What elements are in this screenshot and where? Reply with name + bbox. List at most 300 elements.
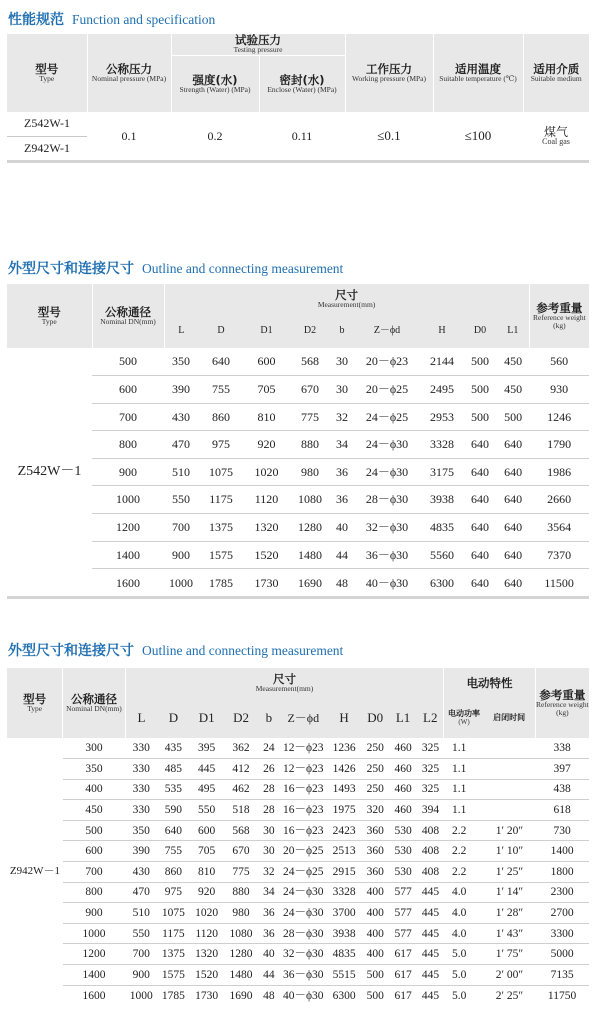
z942-cell-time: 1′ 28″ <box>484 903 536 924</box>
z942-cell-weight: 618 <box>535 800 589 821</box>
z942-cell-H: 1236 <box>327 738 361 759</box>
z942-cell-L1: 530 <box>389 820 417 841</box>
z542-cell-D1: 705 <box>244 376 289 404</box>
section1-title <box>8 9 215 29</box>
z942-cell-L: 700 <box>125 944 157 965</box>
z942-cell-dn: 800 <box>63 882 125 903</box>
z542-cell-D2: 568 <box>289 348 331 376</box>
spec-table <box>7 34 589 163</box>
z942-cell-Zd: 20－ϕ25 <box>280 841 327 862</box>
z942-cell-L: 330 <box>125 800 157 821</box>
z942-cell-L2: 394 <box>417 800 444 821</box>
z542-cell-D2: 670 <box>289 376 331 404</box>
z942-header-measurement: 尺寸 Measurement(mm) <box>125 668 444 698</box>
z542-cell-weight: 11500 <box>544 575 574 590</box>
z942-table-row <box>7 882 589 903</box>
z542-cell-Zd: 32－ϕ30 <box>353 514 421 542</box>
z942-cell-L: 550 <box>125 923 157 944</box>
z942-cell-dn: 1000 <box>63 923 125 944</box>
z942-cell-time: 1′ 75″ <box>484 944 536 965</box>
z942-col-power: 电动功率 (W) <box>448 709 481 726</box>
z542-cell-H: 6300 <box>430 575 454 590</box>
z942-cell-D2: 980 <box>224 903 258 924</box>
z542-table-row <box>7 403 589 431</box>
z942-cell-weight: 397 <box>535 759 589 780</box>
z942-cell-time: 2′ 25″ <box>495 989 524 1002</box>
z942-cell-D1: 1120 <box>190 923 224 944</box>
z542-cell-H: 2953 <box>421 403 463 431</box>
z542-table-row <box>7 486 589 514</box>
z942-col-H: H <box>339 710 349 726</box>
z942-cell-H: 4835 <box>327 944 361 965</box>
z942-cell-dn: 500 <box>63 820 125 841</box>
z942-cell-H: 2915 <box>327 862 361 883</box>
z942-cell-dn: 1200 <box>63 944 125 965</box>
z942-cell-weight: 1800 <box>535 862 589 883</box>
z942-cell-time: 2′ 00″ <box>484 965 536 986</box>
z942-cell-L2: 445 <box>417 965 444 986</box>
z542-cell-D2: 1080 <box>289 486 331 514</box>
z942-cell-L: 1000 <box>129 989 153 1002</box>
z542-cell-D0: 500 <box>463 348 497 376</box>
z942-cell-H: 3938 <box>327 923 361 944</box>
z942-cell-L2: 408 <box>417 862 444 883</box>
z542-table-row <box>7 348 589 376</box>
z942-cell-power: 2.2 <box>444 841 484 862</box>
z942-col-b: b <box>265 710 273 726</box>
z942-cell-D2: 1480 <box>224 965 258 986</box>
z542-cell-Zd: 40－ϕ30 <box>365 575 409 590</box>
z942-cell-time <box>484 738 536 759</box>
z542-cell-L: 550 <box>164 486 198 514</box>
z942-cell-b: 48 <box>263 989 275 1002</box>
z942-cell-L1: 460 <box>389 779 417 800</box>
z942-table-row <box>7 965 589 986</box>
z942-cell-b: 26 <box>258 759 279 780</box>
z942-cell-weight: 7135 <box>535 965 589 986</box>
z942-cell-D2: 880 <box>224 882 258 903</box>
z542-cell-weight: 2660 <box>529 486 589 514</box>
z942-table-row <box>7 985 589 1006</box>
z542-cell-L1: 500 <box>497 403 529 431</box>
z942-cell-time: 1′ 43″ <box>484 923 536 944</box>
z942-table-row <box>7 738 589 759</box>
z942-cell-D2: 518 <box>224 800 258 821</box>
z542-cell-D0: 500 <box>463 376 497 404</box>
z542-cell-L: 1000 <box>169 575 193 590</box>
z942-cell-D1: 920 <box>190 882 224 903</box>
z942-cell-D2: 670 <box>224 841 258 862</box>
z942-header-weight: 参考重量 Reference weight (kg) <box>536 688 589 718</box>
z542-col-D1: D1 <box>260 324 273 336</box>
z942-cell-dn: 400 <box>63 779 125 800</box>
z542-table-row <box>7 569 589 597</box>
z942-cell-L: 510 <box>125 903 157 924</box>
z542-cell-L: 350 <box>164 348 198 376</box>
section3-title-zh: 外型尺寸和连接尺寸 <box>8 643 134 659</box>
z942-col-Zd: Z－ϕd <box>287 710 320 725</box>
z942-cell-time <box>484 779 536 800</box>
z542-cell-b: 44 <box>331 541 353 569</box>
section1-title-en: Function and specification <box>72 12 216 27</box>
z942-cell-power: 4.0 <box>444 903 484 924</box>
z942-cell-b: 24 <box>258 738 279 759</box>
z942-cell-time: 1′ 10″ <box>484 841 536 862</box>
z542-cell-D: 1075 <box>198 458 244 486</box>
z942-cell-D1: 600 <box>190 820 224 841</box>
z942-cell-H: 2423 <box>327 820 361 841</box>
spec-nominal-pressure-value: 0.1 <box>121 128 137 143</box>
z942-cell-L: 350 <box>125 820 157 841</box>
z542-cell-Zd: 28－ϕ30 <box>353 486 421 514</box>
z542-cell-b: 30 <box>331 376 353 404</box>
z942-cell-power: 1.1 <box>444 800 484 821</box>
z942-cell-L1: 530 <box>389 862 417 883</box>
z942-cell-D: 1375 <box>157 944 189 965</box>
z542-cell-Zd: 36－ϕ30 <box>353 541 421 569</box>
z542-cell-D0: 640 <box>463 541 497 569</box>
z942-cell-power: 1.1 <box>444 779 484 800</box>
z942-cell-dn: 350 <box>63 759 125 780</box>
z542-cell-Zd: 24－ϕ30 <box>353 458 421 486</box>
z942-cell-D1: 1320 <box>190 944 224 965</box>
z942-table-row <box>7 800 589 821</box>
z942-cell-b: 28 <box>258 800 279 821</box>
z942-model-cell: Z942W－1 <box>9 865 60 878</box>
z942-dimension-table <box>7 668 589 1006</box>
z942-col-L: L <box>137 710 146 726</box>
z542-cell-D: 1575 <box>198 541 244 569</box>
z942-cell-L2: 408 <box>417 841 444 862</box>
z542-cell-weight: 7370 <box>529 541 589 569</box>
z542-header-weight: 参考重量 Reference weight (kg) <box>533 301 586 331</box>
section2-title-zh: 外型尺寸和连接尺寸 <box>8 261 134 277</box>
section3-title-en: Outline and connecting measurement <box>142 643 344 658</box>
section1-title-zh: 性能规范 <box>8 12 64 28</box>
z542-cell-dn: 1000 <box>92 486 164 514</box>
section2-title-en: Outline and connecting measurement <box>142 261 344 276</box>
z942-table-row <box>7 862 589 883</box>
z942-cell-Zd: 36－ϕ30 <box>280 965 327 986</box>
z942-cell-H: 3700 <box>327 903 361 924</box>
z942-cell-L: 330 <box>125 779 157 800</box>
z542-cell-L1: 640 <box>504 575 523 590</box>
z542-cell-L: 510 <box>164 458 198 486</box>
z942-cell-power: 2.2 <box>444 820 484 841</box>
z542-cell-D1: 1320 <box>244 514 289 542</box>
z942-cell-b: 40 <box>258 944 279 965</box>
z942-cell-D1: 810 <box>190 862 224 883</box>
z942-cell-D0: 400 <box>361 903 389 924</box>
z942-cell-L1: 617 <box>389 965 417 986</box>
z542-cell-b: 36 <box>331 458 353 486</box>
z942-cell-time <box>484 800 536 821</box>
section3-title <box>8 640 343 660</box>
z942-cell-D: 640 <box>157 820 189 841</box>
z542-cell-D1: 920 <box>244 431 289 459</box>
z942-cell-D1: 1730 <box>195 989 219 1002</box>
z942-cell-weight: 438 <box>535 779 589 800</box>
z942-cell-D2: 568 <box>224 820 258 841</box>
z942-col-D0: D0 <box>367 710 384 726</box>
z942-cell-L2: 445 <box>417 882 444 903</box>
spec-bottom-rule <box>7 160 589 163</box>
z542-cell-Zd: 24－ϕ30 <box>353 431 421 459</box>
z542-cell-dn: 1200 <box>92 514 164 542</box>
z942-table-row <box>7 944 589 965</box>
z542-cell-D2: 880 <box>289 431 331 459</box>
z942-cell-D: 1785 <box>161 989 185 1002</box>
z942-cell-H: 1975 <box>327 800 361 821</box>
z542-header-measurement: 尺寸 Measurement(mm) <box>164 284 529 314</box>
z942-cell-L1: 617 <box>394 989 412 1002</box>
z942-cell-D2: 462 <box>224 779 258 800</box>
z542-cell-D1: 1520 <box>244 541 289 569</box>
z542-col-Zd: Z－ϕd <box>373 324 401 336</box>
z942-cell-time <box>484 759 536 780</box>
z942-cell-weight: 2300 <box>535 882 589 903</box>
z542-cell-b: 34 <box>331 431 353 459</box>
z942-cell-dn: 1600 <box>82 989 106 1002</box>
z942-cell-L: 470 <box>125 882 157 903</box>
z942-cell-D1: 1520 <box>190 965 224 986</box>
z542-cell-L1: 640 <box>497 458 529 486</box>
z942-cell-weight: 3300 <box>535 923 589 944</box>
z942-cell-weight: 11750 <box>547 989 577 1002</box>
z942-cell-H: 3328 <box>327 882 361 903</box>
z942-cell-Zd: 24－ϕ30 <box>280 903 327 924</box>
z942-cell-L2: 325 <box>417 759 444 780</box>
z942-cell-D1: 495 <box>190 779 224 800</box>
z942-table-row <box>7 841 589 862</box>
z542-cell-dn: 900 <box>92 458 164 486</box>
z542-cell-D0: 640 <box>463 458 497 486</box>
z942-cell-D2: 775 <box>224 862 258 883</box>
z542-col-D0: D0 <box>473 324 487 336</box>
z942-cell-b: 32 <box>258 862 279 883</box>
z542-cell-L1: 640 <box>497 486 529 514</box>
z942-cell-power: 1.1 <box>444 759 484 780</box>
z542-cell-weight: 1986 <box>529 458 589 486</box>
z942-cell-H: 1426 <box>327 759 361 780</box>
z542-cell-D2: 1280 <box>289 514 331 542</box>
z542-cell-D: 1785 <box>209 575 233 590</box>
spec-temperature-value: ≤100 <box>464 128 492 144</box>
z942-col-D2: D2 <box>233 710 249 726</box>
z942-cell-power: 4.0 <box>444 923 484 944</box>
z942-cell-L2: 325 <box>417 738 444 759</box>
z942-table-row <box>7 903 589 924</box>
z942-cell-L: 330 <box>125 759 157 780</box>
z942-cell-L: 430 <box>125 862 157 883</box>
z542-cell-D: 1375 <box>198 514 244 542</box>
z542-cell-D0: 640 <box>471 575 489 590</box>
z542-cell-L: 390 <box>164 376 198 404</box>
z942-cell-Zd: 32－ϕ30 <box>280 944 327 965</box>
z942-cell-D: 1075 <box>157 903 189 924</box>
z942-header-electric: 电动特性 <box>444 668 535 698</box>
z942-cell-power: 1.1 <box>444 738 484 759</box>
z542-col-L: L <box>178 324 185 336</box>
z542-cell-dn: 700 <box>92 403 164 431</box>
z542-cell-L: 700 <box>164 514 198 542</box>
z942-cell-D2: 412 <box>224 759 258 780</box>
z542-cell-D: 975 <box>198 431 244 459</box>
z942-cell-Zd: 16－ϕ23 <box>280 820 327 841</box>
z942-col-L2: L2 <box>417 698 444 738</box>
z942-cell-L1: 577 <box>389 903 417 924</box>
spec-header-strength: 强度(水) Strength (Water) (MPa) <box>171 55 259 112</box>
spec-header-temperature: 适用温度 Suitable temperature (℃) <box>433 34 523 112</box>
z942-cell-H: 6300 <box>332 989 356 1002</box>
z542-cell-H: 2495 <box>421 376 463 404</box>
z942-cell-D2: 1690 <box>229 989 253 1002</box>
spec-header-testing-pressure: 试验压力 Testing pressure <box>171 34 345 55</box>
z942-cell-L1: 577 <box>389 882 417 903</box>
spec-strength-value: 0.2 <box>207 128 223 143</box>
z542-model-cell: Z542W－1 <box>17 463 82 479</box>
z942-cell-Zd: 16－ϕ23 <box>280 779 327 800</box>
spec-header-working-pressure: 工作压力 Working pressure (MPa) <box>345 34 433 112</box>
z942-cell-H: 2513 <box>327 841 361 862</box>
z542-cell-L1: 640 <box>497 541 529 569</box>
z542-cell-dn: 800 <box>92 431 164 459</box>
z942-cell-L1: 530 <box>389 841 417 862</box>
z942-cell-b: 30 <box>258 820 279 841</box>
z942-cell-Zd: 40－ϕ30 <box>282 989 324 1002</box>
z942-cell-D1: 550 <box>190 800 224 821</box>
z542-table-row <box>7 458 589 486</box>
z942-cell-D2: 1280 <box>224 944 258 965</box>
z942-cell-power: 5.0 <box>444 944 484 965</box>
z942-cell-D: 1175 <box>157 923 189 944</box>
z942-table-row <box>7 779 589 800</box>
z542-cell-H: 3175 <box>421 458 463 486</box>
z542-bottom-rule <box>7 596 589 599</box>
z942-cell-Zd: 12－ϕ23 <box>280 759 327 780</box>
z542-dimension-table <box>7 284 589 599</box>
z542-cell-D1: 810 <box>244 403 289 431</box>
z542-cell-weight: 560 <box>529 348 589 376</box>
spec-medium-value: 煤气 Coal gas <box>542 124 570 147</box>
z542-cell-weight: 930 <box>529 376 589 404</box>
z542-col-D2: D2 <box>303 324 317 336</box>
z542-cell-L1: 640 <box>497 514 529 542</box>
z942-cell-Zd: 24－ϕ25 <box>280 862 327 883</box>
z942-cell-power: 2.2 <box>444 862 484 883</box>
z942-cell-dn: 600 <box>63 841 125 862</box>
z942-cell-D: 485 <box>157 759 189 780</box>
z942-cell-D1: 1020 <box>190 903 224 924</box>
z942-cell-power: 5.0 <box>444 965 484 986</box>
z542-cell-dn: 1400 <box>92 541 164 569</box>
z942-cell-b: 44 <box>258 965 279 986</box>
z542-cell-D0: 640 <box>463 431 497 459</box>
z542-cell-b: 40 <box>331 514 353 542</box>
z942-cell-D0: 250 <box>361 779 389 800</box>
z542-col-D: D <box>217 324 225 336</box>
section2-title <box>8 258 343 278</box>
z542-cell-D: 1175 <box>198 486 244 514</box>
z942-cell-L: 390 <box>125 841 157 862</box>
z942-cell-D1: 445 <box>190 759 224 780</box>
z942-col-time: 启闭时间 <box>484 698 536 738</box>
z942-col-L1: L1 <box>395 710 411 726</box>
z942-cell-D0: 500 <box>366 989 384 1002</box>
spec-header-model: 型号 Type <box>7 34 87 112</box>
z542-cell-L: 470 <box>164 431 198 459</box>
z942-cell-L2: 408 <box>417 820 444 841</box>
z942-cell-dn: 700 <box>63 862 125 883</box>
z542-col-b: b <box>339 324 345 336</box>
z942-cell-Zd: 24－ϕ30 <box>280 882 327 903</box>
z942-cell-H: 1493 <box>327 779 361 800</box>
z542-cell-Zd: 20－ϕ23 <box>353 348 421 376</box>
spec-model-2: Z942W-1 <box>24 140 70 155</box>
z942-cell-D2: 362 <box>224 738 258 759</box>
z942-cell-weight: 730 <box>535 820 589 841</box>
z542-cell-D1: 600 <box>244 348 289 376</box>
z942-cell-D: 1575 <box>157 965 189 986</box>
z942-cell-L1: 460 <box>389 759 417 780</box>
z942-cell-L2: 445 <box>417 944 444 965</box>
spec-header-medium: 适用介质 Suitable medium <box>530 62 582 84</box>
z942-cell-weight: 338 <box>535 738 589 759</box>
z942-cell-dn: 900 <box>63 903 125 924</box>
z542-cell-L: 430 <box>164 403 198 431</box>
z942-cell-weight: 2700 <box>535 903 589 924</box>
z942-cell-weight: 5000 <box>535 944 589 965</box>
z942-cell-L2: 325 <box>417 779 444 800</box>
z942-cell-D0: 360 <box>361 841 389 862</box>
z542-cell-weight: 3564 <box>529 514 589 542</box>
z542-col-H: H <box>438 324 446 336</box>
z942-cell-b: 28 <box>258 779 279 800</box>
z542-cell-D: 860 <box>198 403 244 431</box>
z542-cell-D: 755 <box>198 376 244 404</box>
z542-header-dn: 公称通径 Nominal DN(mm) <box>92 284 164 348</box>
z942-cell-D0: 360 <box>361 862 389 883</box>
z542-cell-b: 36 <box>331 486 353 514</box>
z942-cell-L2: 445 <box>417 903 444 924</box>
z942-cell-b: 30 <box>258 841 279 862</box>
z942-cell-D1: 705 <box>190 841 224 862</box>
z942-cell-weight: 1400 <box>535 841 589 862</box>
z542-cell-weight: 1790 <box>529 431 589 459</box>
z942-cell-D0: 400 <box>361 944 389 965</box>
z542-cell-L1: 450 <box>497 376 529 404</box>
z942-cell-L1: 460 <box>389 738 417 759</box>
z542-cell-D1: 1020 <box>244 458 289 486</box>
z942-cell-L1: 460 <box>389 800 417 821</box>
z942-cell-D0: 250 <box>361 759 389 780</box>
z942-cell-D0: 320 <box>361 800 389 821</box>
z942-cell-L1: 617 <box>389 944 417 965</box>
z942-cell-power: 5.0 <box>451 989 467 1002</box>
z942-cell-D: 975 <box>157 882 189 903</box>
spec-header-seal: 密封(水) Enclose (Water) (MPa) <box>259 55 345 112</box>
z542-cell-L1: 640 <box>497 431 529 459</box>
z542-cell-H: 2144 <box>421 348 463 376</box>
z942-cell-D0: 360 <box>361 820 389 841</box>
z942-col-D1: D1 <box>198 710 215 726</box>
z942-cell-D2: 1080 <box>224 923 258 944</box>
z542-cell-D0: 640 <box>463 486 497 514</box>
z942-cell-L2: 445 <box>417 923 444 944</box>
z942-table-row <box>7 820 589 841</box>
spec-working-pressure-value: ≤0.1 <box>377 128 401 144</box>
z542-cell-D2: 1690 <box>298 575 322 590</box>
